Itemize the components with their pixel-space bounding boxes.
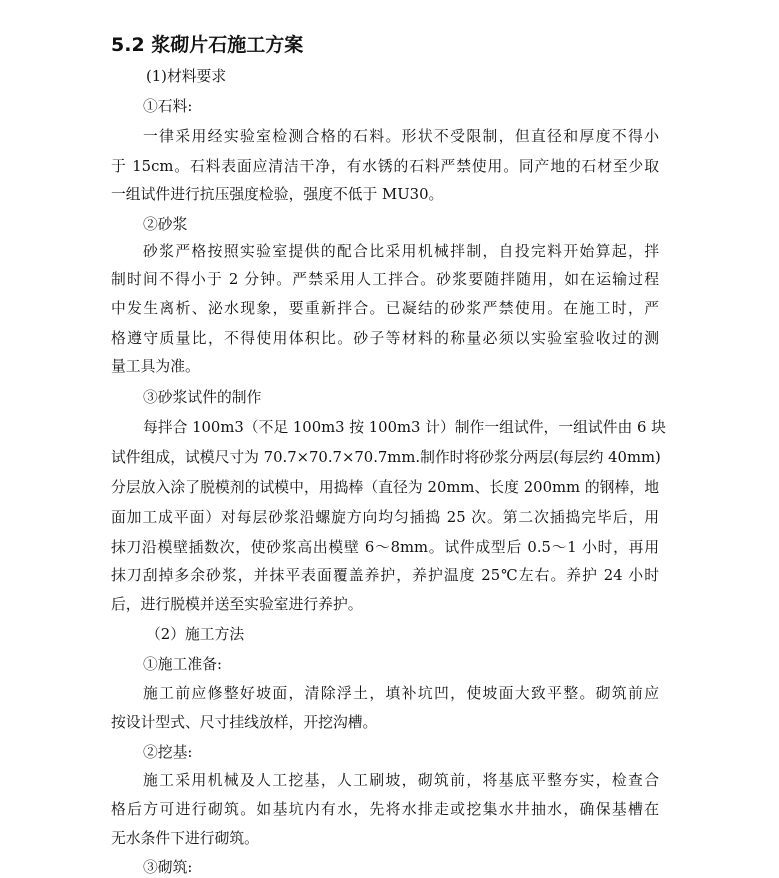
specimen-line-3: 分层放入涂了脱模剂的试模中，用捣棒（直径为 20mm、长度 200mm 的钢棒，地 bbox=[111, 479, 659, 496]
mortar-line-3: 中发生离析、泌水现象，要重新拌合。已凝结的砂浆严禁使用。在施工时，严 bbox=[111, 300, 659, 317]
specimen-line-1: 每拌合 100m3（不足 100m3 按 100m3 计）制作一组试件，一组试件由 6 块 bbox=[143, 419, 666, 436]
specimen-label: ③砂浆试件的制作 bbox=[143, 389, 262, 406]
specimen-line-5: 抹刀沿模壁插数次，使砂浆高出模壁 6～8mm。试件成型后 0.5～1 小时，再用 bbox=[111, 539, 659, 556]
specimen-line-4: 面加工成平面）对每层砂浆沿螺旋方向均匀插捣 25 次。第二次插捣完毕后，用 bbox=[111, 509, 659, 526]
mortar-label: ②砂浆 bbox=[143, 216, 188, 233]
specimen-line-6: 抹刀刮掉多余砂浆，并抹平表面覆盖养护，养护温度 25℃左右。养护 24 小时 bbox=[111, 567, 659, 584]
prep-line-1: 施工前应修整好坡面，清除浮土，填补坑凹，使坡面大致平整。砌筑前应 bbox=[143, 685, 659, 702]
mortar-line-5: 量工具为准。 bbox=[111, 358, 200, 375]
excavation-label: ②挖基: bbox=[143, 744, 193, 761]
stone-line-3: 一组试件进行抗压强度检验，强度不低于 MU30。 bbox=[111, 186, 444, 203]
mortar-line-4: 格遵守质量比，不得使用体积比。砂子等材料的称量必须以实验室验收过的测 bbox=[111, 330, 659, 347]
materials-heading: (1)材料要求 bbox=[146, 68, 227, 85]
excavation-line-2: 格后方可进行砌筑。如基坑内有水，先将水排走或挖集水井抽水，确保基槽在 bbox=[111, 801, 659, 818]
masonry-label: ③砌筑: bbox=[143, 859, 193, 876]
mortar-line-2: 制时间不得小于 2 分钟。严禁采用人工拌合。砂浆要随拌随用，如在运输过程 bbox=[111, 271, 659, 288]
specimen-line-2: 试件组成，试模尺寸为 70.7×70.7×70.7mm.制作时将砂浆分两层(每层约 40mm) bbox=[111, 449, 661, 466]
stone-line-2: 于 15cm。石料表面应清洁干净，有水锈的石料严禁使用。同产地的石材至少取 bbox=[111, 158, 659, 175]
method-heading: （2）施工方法 bbox=[146, 626, 245, 643]
excavation-line-3: 无水条件下进行砌筑。 bbox=[111, 830, 259, 847]
mortar-line-1: 砂浆严格按照实验室提供的配合比采用机械拌制，自投完料开始算起，拌 bbox=[143, 243, 659, 260]
stone-label: ①石料: bbox=[143, 98, 193, 115]
stone-line-1: 一律采用经实验室检测合格的石料。形状不受限制，但直径和厚度不得小 bbox=[143, 128, 659, 145]
excavation-line-1: 施工采用机械及人工挖基，人工刷坡，砌筑前，将基底平整夯实，检查合 bbox=[143, 772, 659, 789]
section-title: 5.2 浆砌片石施工方案 bbox=[111, 34, 304, 56]
prep-label: ①施工准备: bbox=[143, 656, 222, 673]
prep-line-2: 按设计型式、尺寸挂线放样，开挖沟槽。 bbox=[111, 714, 378, 731]
specimen-line-7: 后，进行脱模并送至实验室进行养护。 bbox=[111, 596, 363, 613]
